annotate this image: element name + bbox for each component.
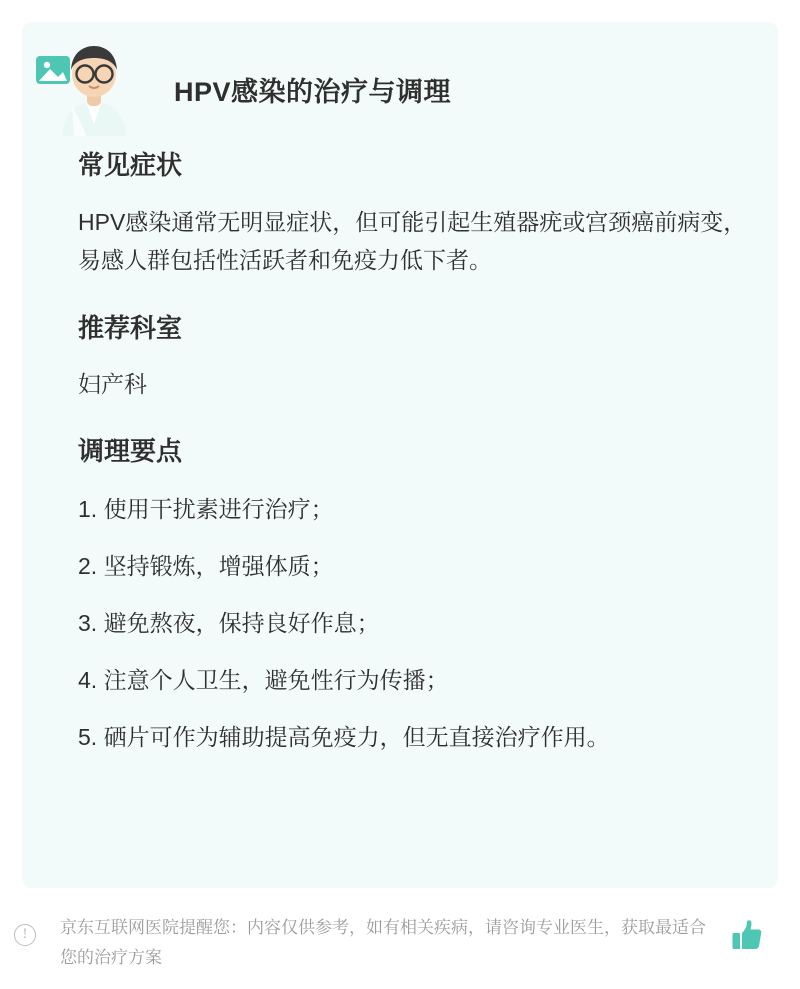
- document-body: [78, 150, 750, 756]
- section-heading-department: 推荐科室: [78, 313, 183, 344]
- content-card: [22, 22, 778, 888]
- list-item: 1. 使用干扰素进行治疗；: [78, 495, 334, 522]
- list-item: 3. 避免熬夜，保持良好作息；: [78, 609, 380, 636]
- info-circle-icon: !: [14, 924, 36, 946]
- list-item: 5. 硒片可作为辅助提高免疫力，但无直接治疗作用。: [78, 723, 610, 750]
- page-title: HPV感染的治疗与调理: [174, 77, 452, 107]
- section-heading-symptoms: 常见症状: [78, 150, 183, 180]
- thumbs-up-icon[interactable]: [730, 918, 764, 952]
- list-item: 2. 坚持锻炼，增强体质；: [78, 552, 334, 579]
- footer: [0, 900, 800, 989]
- list-item: 4. 注意个人卫生，避免性行为传播；: [78, 666, 449, 693]
- section-body-symptoms: HPV感染通常无明显症状，但可能引起生殖器疣或宫颈癌前病变，易感人群包括性活跃者和免疫力低下者。: [78, 209, 747, 274]
- section-body-department: 妇产科: [78, 371, 147, 398]
- care-points-list: [78, 490, 750, 756]
- section-heading-care-points: 调理要点: [78, 436, 183, 467]
- doctor-avatar-icon: [34, 32, 154, 142]
- footer-disclaimer: 京东互联网医院提醒您：内容仅供参考，如有相关疾病，请咨询专业医生，获取最适合您的治疗方案: [60, 918, 706, 967]
